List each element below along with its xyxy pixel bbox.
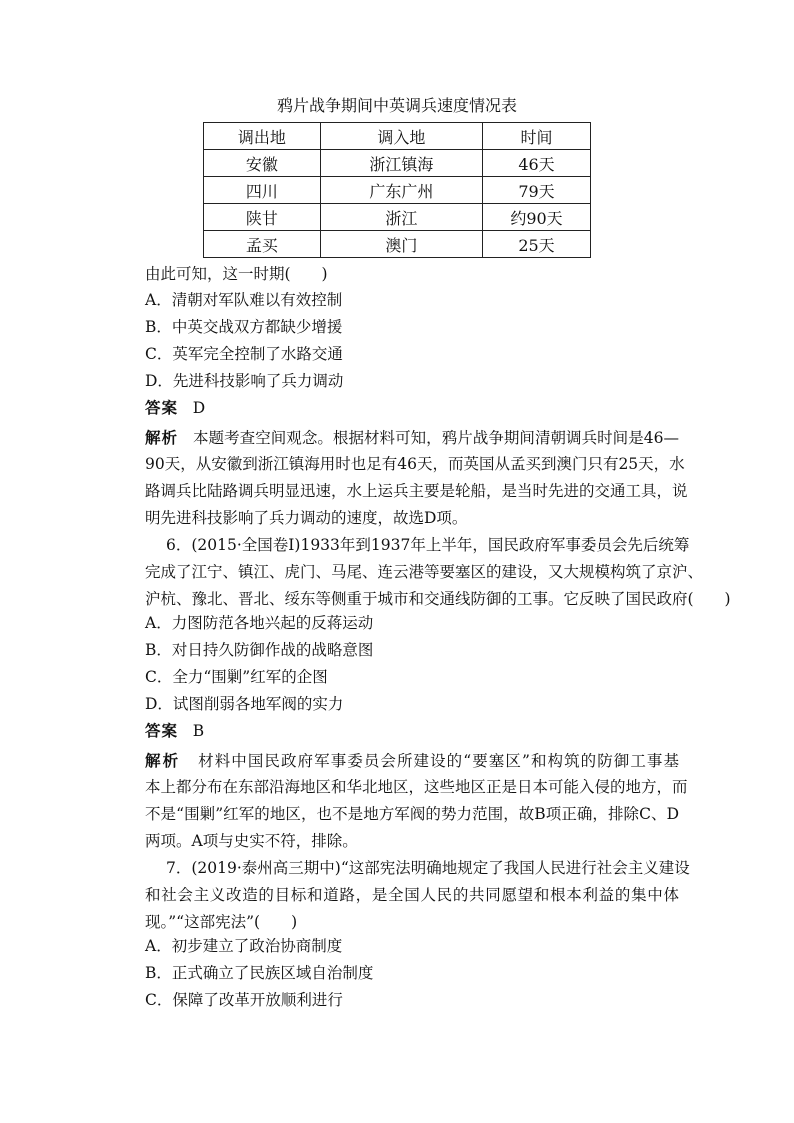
analysis-label: 解析	[145, 428, 179, 447]
answer-value: D	[192, 399, 206, 417]
q5-option-c: C．英军完全控制了水路交通	[145, 345, 343, 363]
q5-option-d: D．先进科技影响了兵力调动	[145, 372, 344, 390]
table-row	[204, 150, 591, 177]
q6-analysis-line: 不是“围剿”红军的地区，也不是地方军阀的势力范围，故B项正确，排除C、D	[145, 805, 679, 823]
table-header-row	[204, 123, 591, 150]
table-cell: 安徽	[204, 150, 321, 177]
q5-analysis-line: 路调兵比陆路调兵明显迅速，水上运兵主要是轮船，是当时先进的交通工具，说	[145, 482, 688, 500]
q7-option-a: A．初步建立了政治协商制度	[145, 937, 343, 955]
q5-analysis-line	[145, 424, 679, 452]
q7-option-c: C．保障了改革开放顺利进行	[145, 991, 343, 1009]
q6-analysis-line: 两项。A项与史实不符，排除。	[145, 832, 358, 850]
table-cell: 79天	[483, 177, 591, 204]
troop-speed-table	[203, 122, 591, 258]
q6-option-a: A．力图防范各地兴起的反蒋运动	[145, 614, 374, 632]
answer-value: B	[192, 722, 205, 740]
answer-label: 答案	[145, 398, 179, 417]
table-row	[204, 204, 591, 231]
q5-analysis-line: 明先进科技影响了兵力调动的速度，故选D项。	[145, 509, 468, 527]
table-cell: 广东广州	[320, 177, 482, 204]
table-header-cell: 调入地	[320, 123, 482, 150]
table-row	[204, 231, 591, 258]
table-cell: 陕甘	[204, 204, 321, 231]
table-cell: 25天	[483, 231, 591, 258]
q6-option-c: C．全力“围剿”红军的企图	[145, 668, 328, 686]
table-title: 鸦片战争期间中英调兵速度情况表	[276, 96, 517, 115]
table-header-cell: 时间	[483, 123, 591, 150]
q7-stem-line: 7．(2019·泰州高三期中)“这部宪法明确地规定了我国人民进行社会主义建设	[166, 859, 690, 877]
q7-option-b: B．正式确立了民族区域自治制度	[145, 964, 374, 982]
table-cell: 四川	[204, 177, 321, 204]
table-header-cell: 调出地	[204, 123, 321, 150]
q5-option-a: A．清朝对军队难以有效控制	[145, 291, 343, 309]
table-cell: 澳门	[320, 231, 482, 258]
q5-option-b: B．中英交战双方都缺少增援	[145, 318, 343, 336]
table-cell: 浙江镇海	[320, 150, 482, 177]
q6-stem-line: 6．(2015·全国卷Ⅰ)1933年到1937年上半年，国民政府军事委员会先后统筹	[166, 536, 690, 554]
q6-option-d: D．试图削弱各地军阀的实力	[145, 695, 344, 713]
q7-stem-line: 现。”“这部宪法”( )	[145, 913, 298, 931]
table-cell: 孟买	[204, 231, 321, 258]
q6-stem-line: 完成了江宁、镇江、虎门、马尾、连云港等要塞区的建设，又大规模构筑了京沪、	[145, 563, 704, 581]
analysis-text: 本题考查空间观念。根据材料可知，鸦片战争期间清朝调兵时间是46—	[193, 429, 679, 447]
q5-stem: 由此可知，这一时期( )	[145, 265, 328, 283]
q6-answer	[145, 721, 204, 741]
table-row	[204, 177, 591, 204]
q6-analysis-line: 本上都分布在东部沿海地区和华北地区，这些地区正是日本可能入侵的地方，而	[145, 778, 688, 796]
q6-stem-line: 沪杭、豫北、晋北、绥东等侧重于城市和交通线防御的工事。它反映了国民政府( )	[145, 590, 731, 608]
q5-analysis-line: 90天，从安徽到浙江镇海用时也足有46天，而英国从孟买到澳门只有25天，水	[145, 455, 685, 473]
q7-stem-line: 和社会主义改造的目标和道路，是全国人民的共同愿望和根本利益的集中体	[145, 886, 679, 904]
q5-answer	[145, 398, 205, 418]
table-cell: 浙江	[320, 204, 482, 231]
table-cell: 约90天	[483, 204, 591, 231]
q6-analysis-line	[145, 747, 679, 775]
analysis-text: 材料中国民政府军事委员会所建设的“要塞区”和构筑的防御工事基	[198, 752, 679, 770]
table-cell: 46天	[483, 150, 591, 177]
analysis-label: 解析	[145, 751, 181, 770]
answer-label: 答案	[145, 721, 179, 740]
q6-option-b: B．对日持久防御作战的战略意图	[145, 641, 374, 659]
